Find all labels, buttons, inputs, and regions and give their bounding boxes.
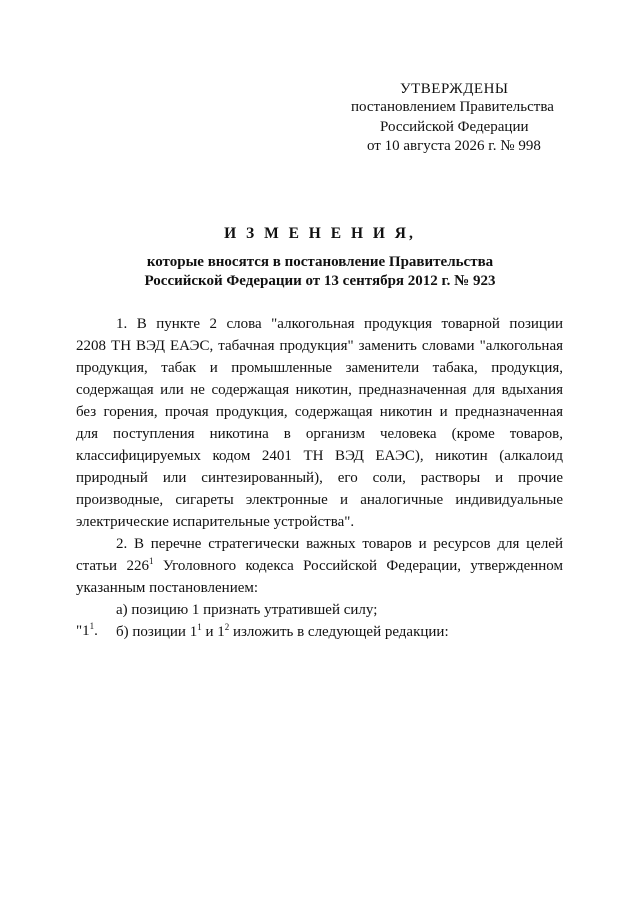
paragraph-1-line: 1. В пункте 2 слова "алкогольная продукция товарной позиции: [116, 316, 563, 332]
item-b: б) позиции $1^1$ и $1^2$ изложить в следующей редакции:: [116, 622, 449, 640]
paragraph-1-line: продукция, табак и промышленные заменители табака, продукция,: [76, 360, 563, 376]
approval-line-2: Российской Федерации: [380, 119, 529, 135]
paragraph-2-line: 2. В перечне стратегически важных товаров и ресурсов для целей: [116, 536, 563, 552]
paragraph-1-line: производные, сигареты электронные и аналогичные индивидуальные: [76, 492, 563, 508]
paragraph-1-line: для поступления никотина в организм человека (кроме товаров,: [76, 426, 563, 442]
approval-line-1: постановлением Правительства: [351, 99, 554, 115]
item-a: а) позицию 1 признать утратившей силу;: [116, 602, 378, 618]
paragraph-1-line: без горения, прочая продукция, содержащая никотин и предназначенная: [76, 404, 563, 420]
document-subtitle-line-1: которые вносятся в постановление Правительства: [146, 254, 494, 270]
approval-line-3: от 10 августа 2026 г. № 998: [367, 138, 541, 154]
paragraph-1-line: природный или синтезированный), его соли, растворы и прочие: [76, 470, 563, 486]
document-title: И З М Е Н Е Н И Я,: [224, 225, 416, 242]
approval-heading: УТВЕРЖДЕНЫ: [400, 81, 509, 97]
document-subtitle-line-2: Российской Федерации от 13 сентября 2012 г. № 923: [144, 273, 496, 289]
paragraph-1-line: 2208 ТН ВЭД ЕАЭС, табачная продукция" заменить словами "алкогольная: [76, 338, 563, 354]
paragraph-1-line: электрические испарительные устройства".: [76, 514, 355, 530]
paragraph-2-line: указанным постановлением:: [76, 580, 259, 596]
paragraph-1-line: содержащая или не содержащая никотин, предназначенная для вдыхания: [76, 382, 563, 398]
entry-1-1-number: "$1^1$.: [76, 621, 98, 639]
paragraph-2-line: статьи $226^1$ Уголовного кодекса Российской Федерации, утвержденном: [76, 556, 563, 574]
paragraph-1-line: классифицируемых кодом 2401 ТН ВЭД ЕАЭС), никотин (алкалоид: [76, 448, 563, 464]
